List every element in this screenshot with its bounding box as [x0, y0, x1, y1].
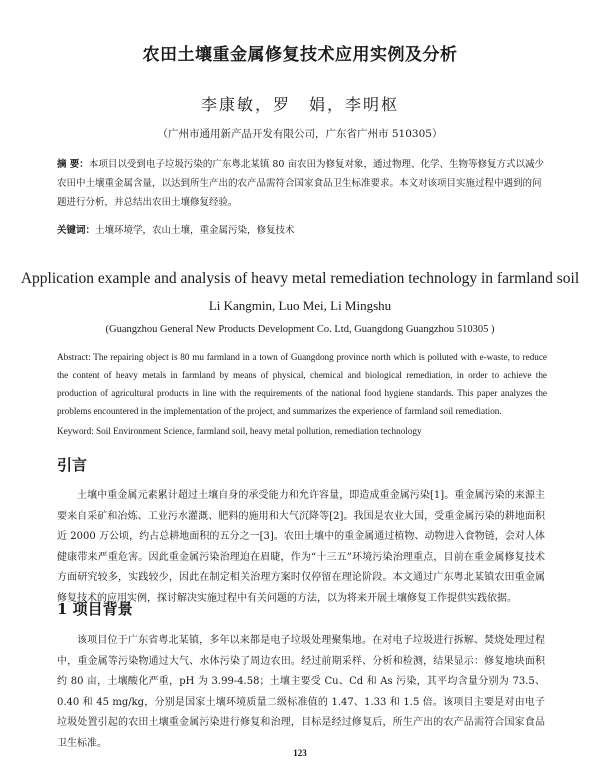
page-number: 123: [293, 748, 307, 758]
abstract-en-label: Abstract:: [57, 352, 91, 362]
keywords-en-label: Keyword:: [57, 426, 94, 436]
authors-cn: 李康敏，罗 娟，李明枢: [200, 95, 399, 114]
affiliation-cn: （广州市通用新产品开发有限公司，广东省广州市 510305）: [157, 128, 443, 140]
intro-heading: 引言: [57, 456, 88, 474]
keywords-cn-label: 关键词：: [57, 225, 96, 236]
keywords-en: [57, 426, 547, 436]
keywords-en-text: Soil Environment Science, farmland soil, heavy metal pollution, remediation technology: [93, 426, 422, 436]
keywords-cn: [57, 222, 547, 236]
abstract-en-text: The repairing object is 80 mu farmland in a town of Guangdong province north which is polluted with e-waste, to reduce the content of heavy metals in farmland by means of physical, chemical and biological remediation, in order to achieve the production of agricultural products in line with the requirements of the national food hygiene standards. This paper analyzes the problems encountered in the implementation of the project, and summarizes the experience of farmland soil remediation.: [57, 352, 547, 416]
abstract-cn-label: 摘 要：: [57, 159, 89, 170]
abstract-en: [57, 348, 547, 420]
paper-title-en: Application example and analysis of heavy metal remediation technology in farmland soil: [20, 270, 580, 287]
abstract-cn: [57, 155, 547, 212]
section1-heading: 1 项目背景: [57, 600, 133, 618]
intro-paragraph: 土壤中重金属元素累计超过土壤自身的承受能力和允许容量，即造成重金属污染[1]。重金属污染的来源主要来自采矿和冶炼、工业污水灌溉、肥料的施用和大气沉降等[2]。我国是农业大国，受重金属污染的耕地面积近 2000 万公顷，约占总耕地面积的五分之一[3]。农田土壤中的重金属通过植物、动物进入食物链，会对人体健康带来严重危害。因此重金属污染治理迫在眉睫，作为“十三五”环境污染治理重点，目前在重金属修复技术方面研究较多，实践较少，因此在制定相关治理方案时仅停留在理论阶段。本文通过广东粤北某镇农田重金属修复技术的应用实例，探讨解决实施过程中有关问题的方法，以为将来开展土壤修复工作提供实践依据。: [57, 490, 545, 604]
affiliation-en: (Guangzhou General New Products Development Co. Ltd, Guangdong Guangzhou 510305 ): [105, 324, 495, 335]
keywords-cn-text: 土壤环境学，农山土壤，重金属污染，修复技术: [95, 225, 295, 236]
section1-paragraph: 该项目位于广东省粤北某镇，多年以来都是电子垃圾处理聚集地。在对电子垃圾进行拆解、焚烧处理过程中，重金属等污染物通过大气、水体污染了周边农田。经过前期采样、分析和检测，结果显示：修复地块面积约 80 亩，土壤酸化严重，pH 为 3.99-4.58；土壤主要受 Cu、Cd 和 As 污染，其平均含量分别为 73.5、0.40 和 45 mg/kg，分别是国家土壤环境质量二级标准值的 1.47、1.33 和 1.5 倍。该项目主要是对由电子垃圾处置引起的农田土壤重金属污染进行修复和治理，目标是经过修复后，所生产出的农产品需符合国家食品卫生标准。: [57, 635, 545, 749]
paper-title-cn: 农田土壤重金属修复技术应用实例及分析: [142, 45, 458, 65]
abstract-cn-text: 本项目以受到电子垃圾污染的广东粤北某镇 80 亩农田为修复对象，通过物理、化学、生物等修复方式以减少农田中土壤重金属含量，以达到所生产出的农产品需符合国家食品卫生标准要求。本文对该项目实施过程中遇到的问题进行分析，并总结出农田土壤修复经验。: [57, 159, 544, 208]
authors-en: Li Kangmin, Luo Mei, Li Mingshu: [208, 298, 392, 313]
